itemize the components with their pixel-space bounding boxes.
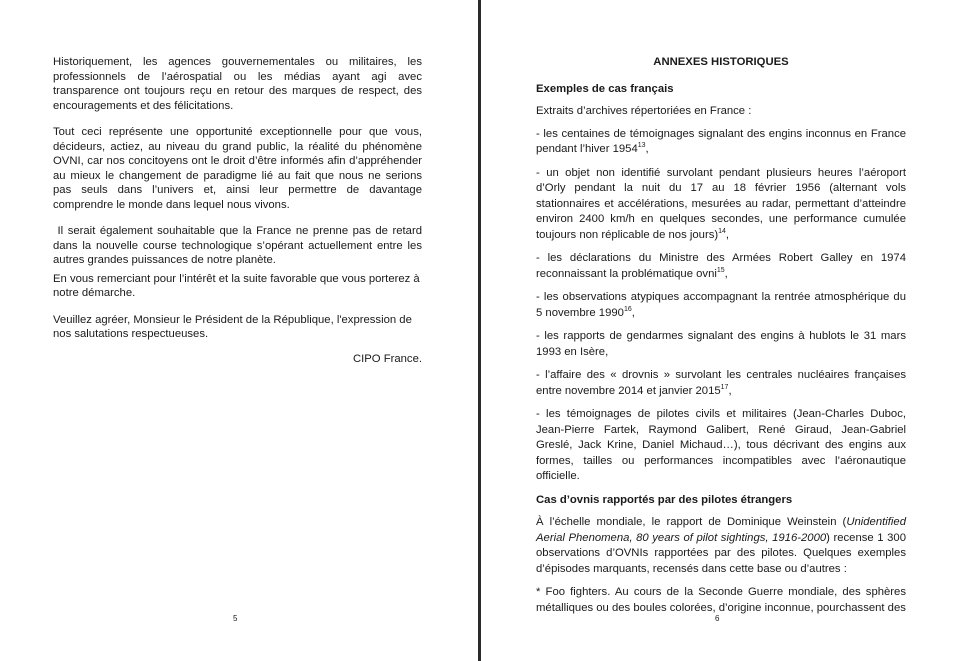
list-item: - un objet non identifié survolant pendant plusieurs heures l’aéroport d’Orly pendant la nuit du 17 au 18 février 1956 (alternant vols stationnaires et accélérations, mesurées au radar, permettant d’atteindre environ 2400 km/h en quelques secondes, une performance cumulée toujours non réplicable de nos jours)$^{14}$, (536, 166, 906, 241)
footnote-ref: 17 (720, 383, 729, 391)
list-item: - les observations atypiques accompagnant la rentrée atmosphérique du 5 novembre 1990$^{16}$, (536, 291, 906, 319)
list-item: - l’affaire des « drovnis » survolant les centrales nucléaires françaises entre novembre 2014 et janvier 2015$^{17}$, (536, 369, 906, 397)
paragraph: En vous remerciant pour l’intérêt et la suite favorable que vous porterez à notre démarche. (53, 272, 420, 299)
signature: CIPO France. (352, 352, 422, 365)
page-number: 5 (233, 614, 238, 623)
footnote-ref: 13 (637, 142, 646, 150)
paragraph: Tout ceci représente une opportunité exceptionnelle pour que vous, décideurs, actiez, au niveau du grand public, la réalité du phénomène OVNI, car nos concitoyens ont le droit d’être informés afin d’appréhender au mieux le changement de paradigme lié au fait que nous ne serions pas seuls dans l’univers et, ainsi leur permettre de davantage comprendre le monde dans lequel nous vivons. (53, 126, 422, 211)
list-item: - les centaines de témoignages signalant des engins inconnus en France pendant l’hiver 1954$^{13}$, (536, 127, 906, 155)
left-page (0, 0, 478, 661)
right-page (481, 0, 960, 661)
page-title: ANNEXES HISTORIQUES (653, 56, 789, 68)
paragraph: Veuillez agréer, Monsieur le Président de la République, l'expression de nos salutations respectueuses. (53, 313, 412, 340)
right-page-text (536, 55, 906, 624)
paragraph: Historiquement, les agences gouvernementales ou militaires, les professionnels de l’aérospatial ou les médias ayant agi avec transparence ont toujours reçu en retour des marques de respect, des encouragements et des félicitations. (53, 56, 422, 112)
report-title: Unidentified Aerial Phenomena, 80 years of pilot sightings, 1916-2000 (536, 516, 906, 544)
footnote-ref: 15 (716, 266, 725, 274)
paragraph: À l’échelle mondiale, le rapport de Dominique Weinstein (Unidentified Aerial Phenomena, 80 years of pilot sightings, 1916-2000) recense 1 300 observations d’OVNIs rapportées par des pilotes. Quelques exemples d’épisodes marquants, recensés dans cette base ou d’autres : (536, 516, 906, 575)
footnote-ref: 14 (718, 227, 726, 235)
list-item: - les rapports de gendarmes signalant des engins à hublots le 31 mars 1993 en Isère, (536, 330, 906, 358)
section-heading: Cas d’ovnis rapportés par des pilotes étrangers (536, 493, 793, 506)
left-page-text (53, 55, 426, 366)
paragraph: * Foo fighters. Au cours de la Seconde Guerre mondiale, des sphères métalliques ou des boules colorées, d’origine inconnue, pourchassent des (536, 586, 906, 614)
footnote-ref: 16 (623, 305, 632, 313)
paragraph: Il serait également souhaitable que la France ne prenne pas de retard dans la nouvelle course technologique s’opérant actuellement entre les autres grandes puissances de notre planète. (53, 225, 426, 266)
list-item: - les témoignages de pilotes civils et militaires (Jean-Charles Duboc, Jean-Pierre Fartek, Raymond Galibert, René Giraud, Jean-Gabriel Greslé, Jack Krine, Daniel Michaud…), tous décrivant des engins aux formes, tailles ou performances incompatibles avec l’aéronautique officielle. (536, 408, 906, 482)
section-heading: Exemples de cas français (536, 82, 674, 95)
page-number: 6 (715, 614, 720, 623)
list-item: - les déclarations du Ministre des Armées Robert Galley en 1974 reconnaissant la problématique ovni$^{15}$, (536, 252, 906, 280)
intro-text: Extraits d’archives répertoriées en France : (536, 105, 752, 117)
